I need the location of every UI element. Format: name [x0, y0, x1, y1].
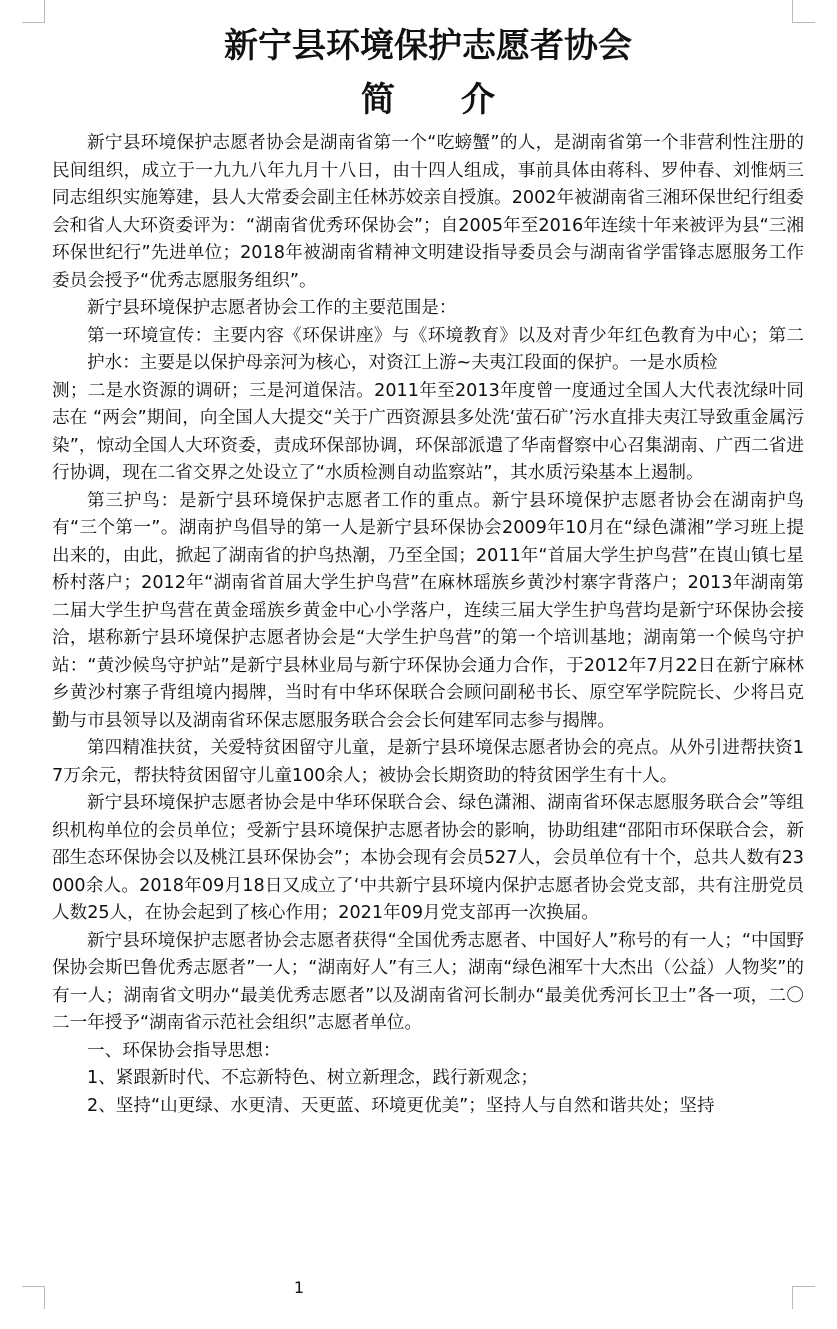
- paragraph: 一、环保协会指导思想：: [87, 1040, 281, 1061]
- page-number: 1: [293, 1278, 305, 1297]
- crop-mark-top-left: [22, 0, 45, 23]
- paragraph: 2、坚持“山更绿、水更清、天更蓝、环境更优美”；坚持人与自然和谐共处；坚持: [87, 1095, 715, 1116]
- document-title: 新宁县环境保护志愿者协会: [224, 26, 632, 66]
- document-body: [52, 130, 804, 1120]
- document-page: [52, 22, 804, 1120]
- paragraph: 测；二是水资源的调研；三是河道保洁。2011年至2013年度曾一度通过全国人大代表沈绿叶同志在 “两会”期间，向全国人大提交“关于广西资源县多处洗‘萤石矿’污水直排夫夷江导致重金属污染”，惊动全国人大环资委，责成环保部协调，环保部派遣了华南督察中心召集湖南、广西二省进行协调，现在二省交界之处设立了“水质检测自动监察站”，其水质污染基本上遏制。: [52, 380, 804, 483]
- paragraph: 1、紧跟新时代、不忘新特色、树立新理念，践行新观念；: [87, 1068, 539, 1088]
- paragraph: 新宁县环境保护志愿者协会志愿者获得“全国优秀志愿者、中国好人”称号的有一人；“中国野保协会斯巴鲁优秀志愿者”一人；“湖南好人”有三人；湖南“绿色湘军十大杰出（公益）人物奖”的有一人；湖南省文明办“最美优秀志愿者”以及湖南省河长制办“最美优秀河长卫士”各一项，二〇二一年授予“湖南省示范社会组织”志愿者单位。: [52, 930, 804, 1033]
- crop-mark-top-right: [792, 0, 815, 23]
- paragraph: 新宁县环境保护志愿者协会工作的主要范围是：: [87, 298, 457, 318]
- paragraph: 第三护鸟：是新宁县环境保护志愿者工作的重点。新宁县环境保护志愿者协会在湖南护鸟有“三个第一”。湖南护鸟倡导的第一人是新宁县环保协会2009年10月在“绿色潇湘”学习班上提出来的，由此，掀起了湖南省的护鸟热潮，乃至全国；2011年“首届大学生护鸟营”在崀山镇七星桥村落户；2012年“湖南省首届大学生护鸟营”在麻林瑶族乡黄沙村寨字背落户；2013年湖南第二届大学生护鸟营在黄金瑶族乡黄金中心小学落户，连续三届大学生护鸟营均是新宁环保协会接洽，堪称新宁县环境保护志愿者协会是“大学生护鸟营”的第一个培训基地；湖南第一个候鸟守护站：“黄沙候鸟守护站”是新宁县林业局与新宁环保协会通力合作，于2012年7月22日在新宁麻林乡黄沙村寨子背组境内揭牌，当时有中华环保联合会顾问副秘书长、原空军学院院长、少将吕克勤与市县领导以及湖南省环保志愿服务联合会会长何建军同志参与揭牌。: [52, 490, 804, 731]
- paragraph: 第四精准扶贫，关爱特贫困留守儿童，是新宁县环境保志愿者协会的亮点。从外引进帮扶资17万余元，帮扶特贫困留守儿童100余人；被协会长期资助的特贫困学生有十人。: [52, 738, 804, 786]
- paragraph: 新宁县环境保护志愿者协会是中华环保联合会、绿色潇湘、湖南省环保志愿服务联合会”等组织机构单位的会员单位；受新宁县环境保护志愿者协会的影响，协助组建“邵阳市环保联合会，新邵生态环保协会以及桃江县环保协会”；本协会现有会员527人，会员单位有十个，总共人数有23000余人。2018年09月18日又成立了‘中共新宁县环境内保护志愿者协会党支部，共有注册党员人数25人，在协会起到了核心作用；2021年09月党支部再一次换届。: [52, 793, 804, 923]
- paragraph: 新宁县环境保护志愿者协会是湖南省第一个“吃螃蟹”的人，是湖南省第一个非营利性注册的民间组织，成立于一九九八年九月十八日，由十四人组成，事前具体由蒋科、罗仲春、刘惟炳三同志组织实施筹建，县人大常委会副主任林苏姣亲自授旗。2002年被湖南省三湘环保世纪行组委会和省人大环资委评为：“湖南省优秀环保协会”；自2005年至2016年连续十年来被评为县“三湘环保世纪行”先进单位；2018年被湖南省精神文明建设指导委员会与湖南省学雷锋志愿服务工作委员会授予“优秀志愿服务组织”。: [52, 133, 804, 291]
- crop-mark-bottom-right: [792, 1286, 815, 1309]
- document-subtitle: 简介: [361, 80, 561, 120]
- paragraph: 第一环境宣传：主要内容《环保讲座》与《环境教育》以及对青少年红色教育为中心；第二护水：主要是以保护母亲河为核心，对资江上游~夫夷江段面的保护。一是水质检: [87, 325, 804, 373]
